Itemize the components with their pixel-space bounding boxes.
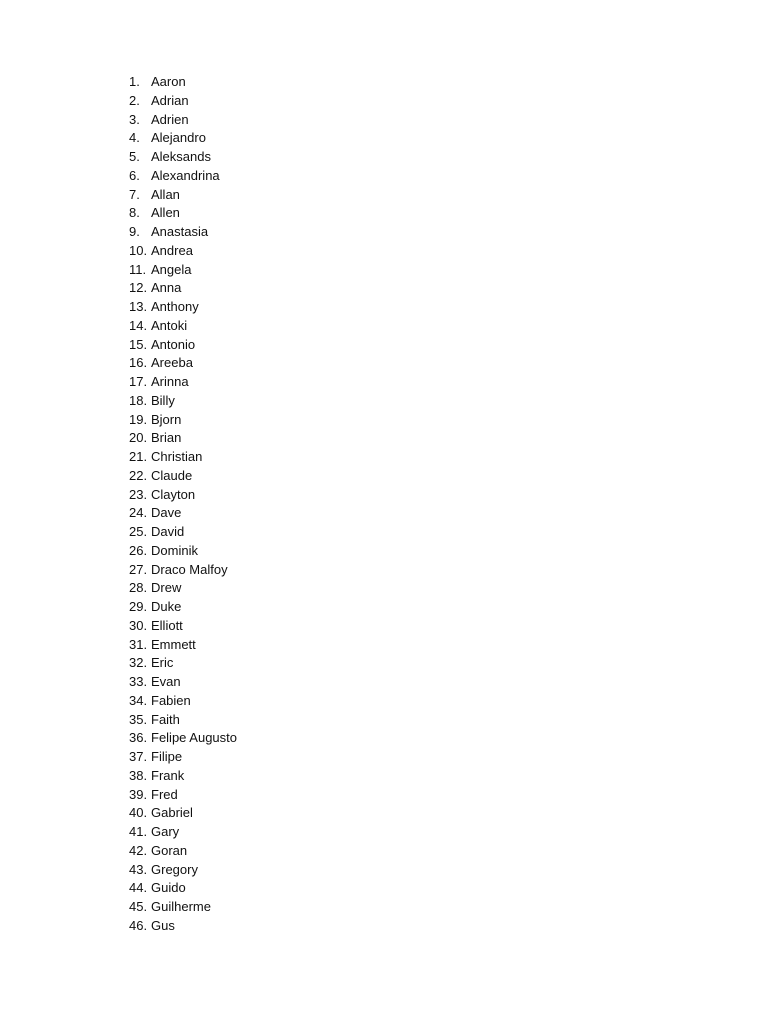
list-item-label: Angela: [151, 261, 192, 277]
list-item-label: Emmett: [151, 636, 196, 652]
list-item-number: 14.: [129, 317, 148, 333]
list-item-label: Gregory: [151, 861, 198, 877]
list-item-label: Dominik: [151, 542, 198, 558]
list-item-label: Gus: [151, 917, 175, 933]
list-item: [129, 129, 237, 148]
list-item-number: 25.: [129, 524, 148, 539]
list-item: [129, 842, 237, 861]
list-item-label: Guilherme: [151, 899, 211, 914]
list-item-label: Guido: [151, 880, 186, 896]
list-item-label: Areeba: [151, 355, 193, 371]
list-item: [129, 317, 237, 336]
list-item: [129, 167, 237, 186]
list-item-number: 28.: [129, 580, 148, 596]
list-item-number: 45.: [129, 899, 148, 914]
list-item-label: Adrian: [151, 92, 189, 108]
list-item-label: Antoki: [151, 317, 188, 333]
list-item: [129, 486, 237, 505]
list-item-number: 26.: [129, 542, 148, 558]
list-item: [129, 223, 237, 242]
list-item-label: Adrien: [151, 111, 189, 127]
list-item-label: Fred: [151, 786, 178, 802]
list-item-label: Eric: [151, 655, 174, 671]
list-item: [129, 654, 237, 673]
list-item-number: 4.: [129, 130, 140, 146]
list-item-label: David: [151, 524, 185, 539]
list-item-number: 43.: [129, 861, 148, 877]
list-item-number: 9.: [129, 224, 140, 239]
list-item-label: Alejandro: [151, 130, 206, 146]
list-item-label: Allen: [151, 205, 180, 221]
list-item-number: 40.: [129, 805, 148, 821]
list-item: [129, 261, 237, 280]
list-item-number: 27.: [129, 561, 148, 577]
list-item: [129, 861, 237, 880]
list-item: [129, 617, 237, 636]
list-item-label: Anastasia: [151, 224, 209, 239]
list-item: [129, 504, 237, 523]
list-item-label: Alexandrina: [151, 167, 220, 183]
list-item-number: 15.: [129, 336, 148, 352]
list-item: [129, 523, 237, 542]
list-item-number: 30.: [129, 617, 148, 633]
list-item-number: 34.: [129, 692, 148, 708]
numbered-name-list: [129, 73, 237, 936]
list-item: [129, 767, 237, 786]
list-item-number: 22.: [129, 467, 148, 483]
list-item: [129, 242, 237, 261]
list-item-label: Duke: [151, 599, 182, 614]
list-item-label: Aaron: [151, 74, 186, 89]
list-item-number: 7.: [129, 186, 140, 202]
list-item-label: Antonio: [151, 336, 196, 352]
list-item-label: Goran: [151, 842, 188, 858]
list-item-number: 5.: [129, 149, 140, 164]
list-item: [129, 542, 237, 561]
list-item: [129, 823, 237, 842]
list-item: [129, 711, 237, 730]
list-item-label: Aleksands: [151, 149, 211, 164]
list-item: [129, 729, 237, 748]
list-item-number: 35.: [129, 711, 148, 727]
list-item-number: 31.: [129, 636, 148, 652]
list-item-number: 23.: [129, 486, 148, 502]
list-item-number: 20.: [129, 430, 148, 446]
list-item: [129, 692, 237, 711]
list-item-label: Brian: [151, 430, 182, 446]
list-item: [129, 354, 237, 373]
list-item: [129, 748, 237, 767]
list-item: [129, 429, 237, 448]
list-item: [129, 111, 237, 130]
list-item-number: 8.: [129, 205, 140, 221]
list-item: [129, 92, 237, 111]
list-item: [129, 561, 237, 580]
list-item: [129, 373, 237, 392]
list-item: [129, 804, 237, 823]
list-item-label: Christian: [151, 449, 203, 464]
list-item: [129, 786, 237, 805]
list-item-number: 18.: [129, 392, 148, 408]
list-item-number: 17.: [129, 374, 148, 389]
list-item-number: 38.: [129, 767, 148, 783]
list-item-number: 2.: [129, 92, 140, 108]
list-item-number: 10.: [129, 242, 148, 258]
list-item: [129, 598, 237, 617]
list-item-label: Drew: [151, 580, 182, 596]
list-item-number: 39.: [129, 786, 148, 802]
list-item-number: 13.: [129, 299, 148, 314]
list-item-number: 32.: [129, 655, 148, 671]
list-item-number: 29.: [129, 599, 148, 614]
list-item: [129, 879, 237, 898]
list-item: [129, 186, 237, 205]
list-item-label: Frank: [151, 767, 185, 783]
list-item-number: 11.: [129, 261, 147, 277]
list-item: [129, 448, 237, 467]
list-item-label: Andrea: [151, 242, 193, 258]
list-item: [129, 917, 237, 936]
list-item-number: 1.: [129, 74, 140, 89]
list-item-label: Anthony: [151, 299, 199, 314]
list-item: [129, 148, 237, 167]
list-item-label: Filipe: [151, 749, 183, 764]
list-item: [129, 298, 237, 317]
list-item: [129, 411, 237, 430]
list-item: [129, 73, 237, 92]
list-item-number: 21.: [129, 449, 148, 464]
list-item-number: 46.: [129, 917, 148, 933]
list-item-number: 24.: [129, 505, 148, 521]
list-item-label: Faith: [151, 711, 180, 727]
list-item-label: Gary: [151, 824, 180, 839]
list-item-label: Gabriel: [151, 805, 193, 821]
list-item: [129, 467, 237, 486]
list-item-label: Draco Malfoy: [151, 561, 228, 577]
list-item: [129, 279, 237, 298]
list-item-label: Fabien: [151, 692, 191, 708]
list-item: [129, 204, 237, 223]
list-item-label: Anna: [151, 280, 182, 296]
list-item: [129, 579, 237, 598]
list-item-label: Dave: [151, 505, 182, 521]
list-item-label: Clayton: [151, 486, 196, 502]
list-item-number: 33.: [129, 674, 148, 689]
list-item-label: Elliott: [151, 617, 183, 633]
list-item-number: 12.: [129, 280, 148, 296]
list-item-number: 41.: [129, 824, 148, 839]
list-item-label: Felipe Augusto: [151, 730, 238, 746]
list-item: [129, 336, 237, 355]
list-item-number: 6.: [129, 167, 140, 183]
list-item-label: Billy: [151, 392, 175, 408]
list-item-label: Allan: [151, 186, 180, 202]
list-item-label: Arinna: [151, 374, 189, 389]
list-item-number: 16.: [129, 355, 148, 371]
list-item: [129, 636, 237, 655]
list-item-number: 36.: [129, 730, 148, 746]
list-item-label: Bjorn: [151, 411, 182, 427]
list-item-number: 19.: [129, 411, 148, 427]
list-item-number: 3.: [129, 111, 140, 127]
list-item: [129, 673, 237, 692]
list-item-label: Evan: [151, 674, 181, 689]
list-item: [129, 898, 237, 917]
list-item-number: 37.: [129, 749, 148, 764]
list-item-number: 42.: [129, 842, 148, 858]
list-item: [129, 392, 237, 411]
list-item-label: Claude: [151, 467, 193, 483]
list-item-number: 44.: [129, 880, 148, 896]
